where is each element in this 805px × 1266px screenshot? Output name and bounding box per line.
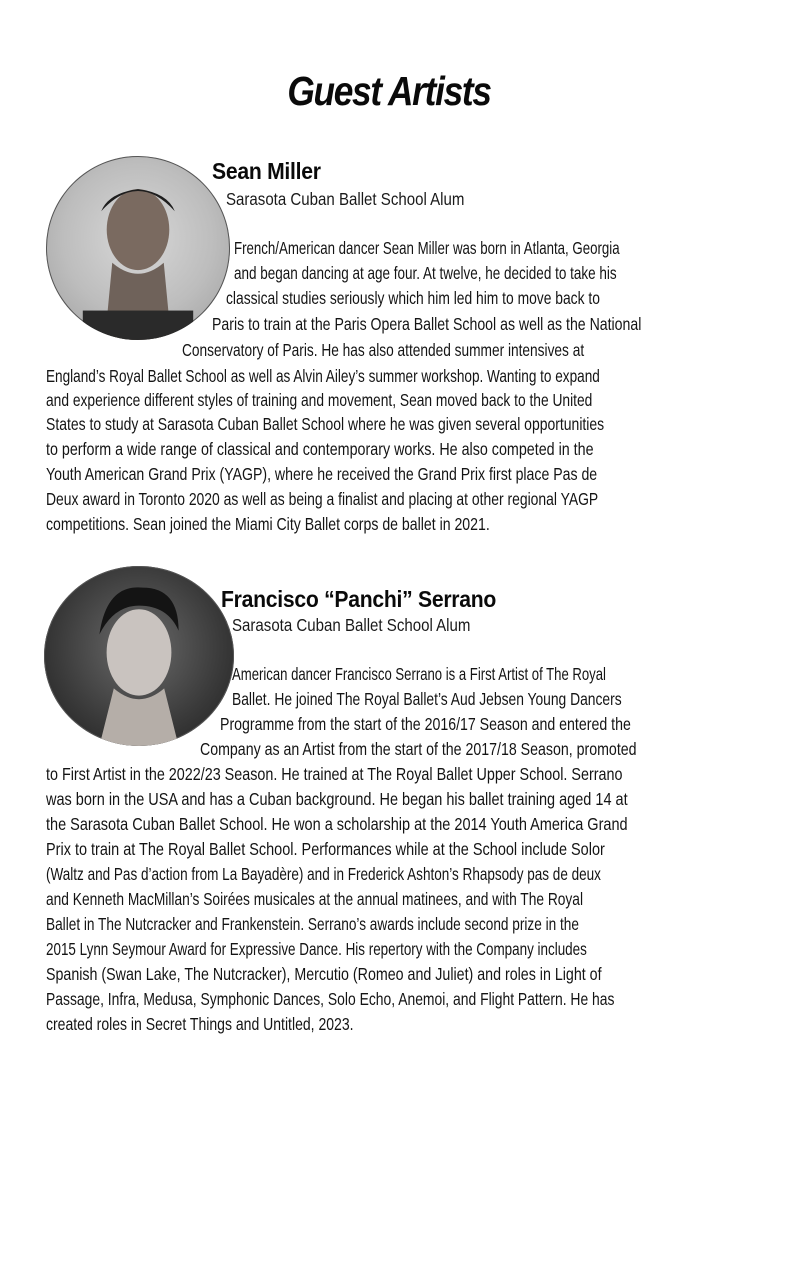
bio-line: French/American dancer Sean Miller was born in Atlanta, Georgia <box>234 238 620 258</box>
bio-line: competitions. Sean joined the Miami City Ballet corps de ballet in 2021. <box>46 514 490 534</box>
artist-affiliation: Sarasota Cuban Ballet School Alum <box>226 189 465 209</box>
bio-line: Conservatory of Paris. He has also attended summer intensives at <box>182 340 585 360</box>
bio-line: Paris to train at the Paris Opera Ballet School as well as the National <box>212 314 642 334</box>
page-title: Guest Artists <box>287 68 491 114</box>
portrait-placeholder-icon <box>44 566 234 746</box>
artist-photo-sean-miller <box>46 156 230 340</box>
artist-name: Sean Miller <box>212 158 321 184</box>
bio-line: Youth American Grand Prix (YAGP), where he received the Grand Prix first place Pas de <box>46 464 598 484</box>
bio-line: Company as an Artist from the start of the 2017/18 Season, promoted <box>200 739 637 759</box>
bio-line: Spanish (Swan Lake, The Nutcracker), Mercutio (Romeo and Juliet) and roles in Light of <box>46 964 602 984</box>
bio-line: American dancer Francisco Serrano is a First Artist of The Royal <box>232 664 606 684</box>
bio-line: Deux award in Toronto 2020 as well as being a finalist and placing at other regional YAGP <box>46 489 599 509</box>
bio-line: Ballet. He joined The Royal Ballet’s Aud Jebsen Young Dancers <box>232 689 622 709</box>
artist-name: Francisco “Panchi” Serrano <box>221 586 497 612</box>
bio-line: created roles in Secret Things and Untitled, 2023. <box>46 1014 354 1034</box>
bio-line: Programme from the start of the 2016/17 Season and entered the <box>220 714 631 734</box>
bio-line: to perform a wide range of classical and contemporary works. He also competed in the <box>46 439 594 459</box>
bio-line: Ballet in The Nutcracker and Frankenstein. Serrano’s awards include second prize in the <box>46 914 579 934</box>
bio-line: to First Artist in the 2022/23 Season. He trained at The Royal Ballet Upper School. Serrano <box>46 764 623 784</box>
bio-line: was born in the USA and has a Cuban background. He began his ballet training aged 14 at <box>46 789 628 809</box>
bio-line: Prix to train at The Royal Ballet School. Performances while at the School include Solor <box>46 839 605 859</box>
bio-line: Passage, Infra, Medusa, Symphonic Dances, Solo Echo, Anemoi, and Flight Pattern. He has <box>46 989 615 1009</box>
bio-line: England’s Royal Ballet School as well as Alvin Ailey’s summer workshop. Wanting to expand <box>46 366 600 386</box>
bio-line: and experience different styles of training and movement, Sean moved back to the United <box>46 390 593 410</box>
bio-line: classical studies seriously which him led him to move back to <box>226 288 600 308</box>
bio-line: and Kenneth MacMillan’s Soirées musicales at the annual matinees, and with The Royal <box>46 889 584 909</box>
bio-line: 2015 Lynn Seymour Award for Expressive Dance. His repertory with the Company includes <box>46 939 587 959</box>
artist-photo-francisco-serrano <box>44 566 234 746</box>
bio-line: and began dancing at age four. At twelve, he decided to take his <box>234 263 617 283</box>
bio-line: the Sarasota Cuban Ballet School. He won a scholarship at the 2014 Youth America Grand <box>46 814 628 834</box>
portrait-placeholder-icon <box>46 156 230 340</box>
bio-line: States to study at Sarasota Cuban Ballet School where he was given several opportunities <box>46 414 605 434</box>
artist-affiliation: Sarasota Cuban Ballet School Alum <box>232 615 471 635</box>
bio-line: (Waltz and Pas d’action from La Bayadère) and in Frederick Ashton’s Rhapsody pas de deux <box>46 864 601 884</box>
